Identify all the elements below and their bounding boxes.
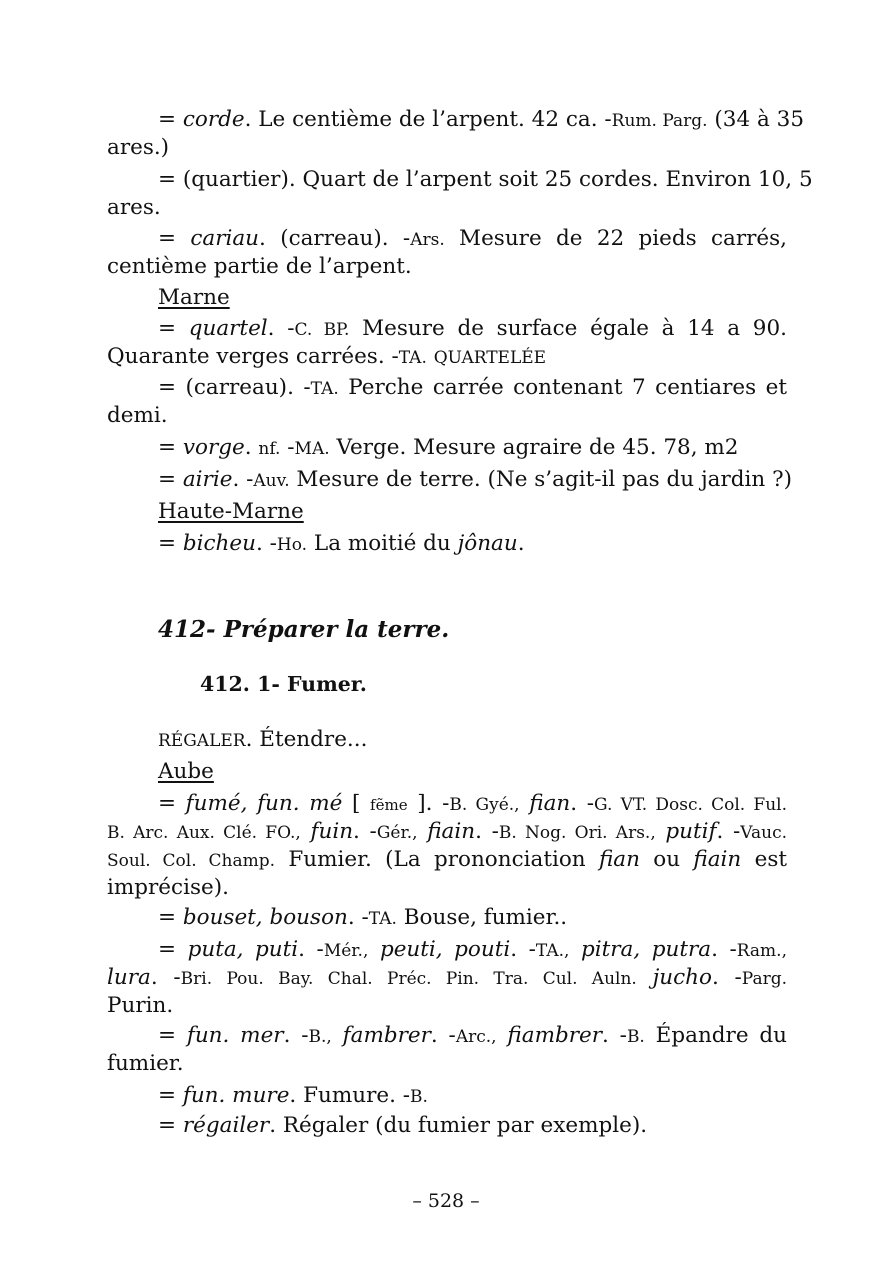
- text-line-bouset: [158, 904, 787, 933]
- text-segment: nf.: [258, 439, 281, 459]
- text-segment: . -: [475, 819, 499, 844]
- text-segment: G. VT. Dosc. Col. Ful.: [594, 795, 788, 815]
- text-segment: . Fumure. -: [289, 1083, 411, 1108]
- text-segment: B.: [626, 1027, 645, 1047]
- text-segment: Bri. Pou. Bay. Chal. Préc. Pin. Tra. Cul. Auln.: [180, 969, 637, 989]
- text-segment: [427, 344, 434, 369]
- text-segment: Mesure de terre. (Ne s’agit-il pas du jardin ?): [289, 467, 792, 492]
- text-segment: Purin.: [107, 993, 174, 1018]
- page-number: – 528 –: [412, 1190, 480, 1212]
- text-segment: Vauc.: [740, 823, 788, 843]
- text-line-quartel-2: [107, 343, 787, 372]
- text-segment: =: [158, 107, 183, 132]
- text-segment: Mesure de 22 pieds carrés,: [444, 226, 787, 251]
- text-segment: fiambrer: [507, 1023, 602, 1048]
- text-segment: Verge. Mesure agraire de 45. 78, m2: [329, 435, 739, 460]
- text-segment: Auv.: [253, 471, 290, 491]
- text-segment: régailer: [182, 1113, 270, 1138]
- text-segment: Rum. Parg.: [611, 111, 708, 131]
- text-segment: . -: [510, 937, 536, 962]
- text-segment: =: [158, 531, 183, 556]
- text-segment: Soul. Col. Champ.: [107, 851, 276, 871]
- text-segment: Mér.,: [323, 941, 369, 961]
- text-segment: =: [158, 316, 189, 341]
- text-segment: =: [158, 435, 183, 460]
- text-line-aube-heading: [158, 758, 787, 786]
- text-segment: demi.: [107, 403, 168, 428]
- text-line-quartel-1: [158, 315, 787, 344]
- text-segment: est: [741, 847, 787, 872]
- text-segment: imprécise).: [107, 875, 229, 900]
- text-segment: fiain: [693, 847, 742, 872]
- text-segment: (34 à 35: [707, 107, 805, 132]
- text-segment: . -: [255, 531, 277, 556]
- text-segment: B.,: [308, 1027, 332, 1047]
- text-segment: . -: [570, 791, 595, 816]
- text-segment: ares.): [107, 135, 170, 160]
- text-line-cariau-1: [158, 225, 787, 254]
- text-segment: .: [517, 531, 525, 556]
- text-segment: . Étendre...: [245, 727, 368, 752]
- region-heading: Haute-Marne: [158, 499, 304, 524]
- text-segment: ]. -: [407, 791, 450, 816]
- text-line-carreau-2: [107, 402, 787, 430]
- text-segment: Parg.: [741, 969, 788, 989]
- text-segment: =: [158, 1023, 187, 1048]
- text-segment: La moitié du: [307, 531, 458, 556]
- text-segment: . -: [267, 316, 295, 341]
- text-segment: . (carreau). -: [259, 226, 411, 251]
- text-segment: [368, 937, 380, 962]
- text-segment: QUARTELÉE: [433, 348, 547, 368]
- text-segment: peuti, pouti: [379, 937, 511, 962]
- text-segment: fun. mer: [186, 1023, 284, 1048]
- text-segment: . -: [353, 819, 377, 844]
- text-segment: Ho.: [276, 535, 308, 555]
- text-segment: fambrer: [342, 1023, 431, 1048]
- text-line-airie: [158, 466, 792, 495]
- subsection-heading: 412. 1- Fumer.: [200, 672, 367, 696]
- text-line-fume-1: [158, 790, 787, 819]
- text-segment: . -: [711, 965, 742, 990]
- text-line-fume-4: [107, 874, 787, 902]
- text-segment: TA.,: [535, 941, 570, 961]
- text-segment: ou: [639, 847, 694, 872]
- text-segment: Épandre du: [644, 1023, 788, 1048]
- text-segment: . -: [283, 1023, 309, 1048]
- text-line-funmure: [158, 1082, 787, 1111]
- text-segment: ares.: [107, 195, 161, 220]
- text-segment: [418, 819, 428, 844]
- text-line-quartier-1: [158, 166, 813, 194]
- text-line-corde-1: [158, 106, 805, 135]
- text-line-regaler-head: [158, 726, 787, 755]
- text-line-fume-2: [107, 818, 787, 847]
- text-segment: cariau: [190, 226, 260, 251]
- text-segment: quartel: [188, 316, 268, 341]
- region-heading: Aube: [158, 759, 214, 784]
- section-heading: 412- Préparer la terre.: [158, 616, 450, 643]
- text-segment: bouset, bouson: [182, 905, 348, 930]
- text-segment: . Régaler (du fumier par exemple).: [269, 1113, 648, 1138]
- text-segment: .: [244, 435, 259, 460]
- text-segment: pitra, putra: [580, 937, 712, 962]
- text-segment: [637, 965, 653, 990]
- text-segment: . -: [430, 1023, 456, 1048]
- text-segment: C. BP.: [294, 320, 350, 340]
- text-segment: -: [280, 435, 295, 460]
- text-segment: fian: [598, 847, 640, 872]
- text-segment: corde: [182, 107, 245, 132]
- text-segment: Ars.: [410, 230, 445, 250]
- text-segment: [332, 1023, 343, 1048]
- text-segment: = (carreau). -: [158, 375, 311, 400]
- text-segment: =: [158, 937, 188, 962]
- text-segment: = (quartier). Quart de l’arpent soit 25 cordes. Environ 10, 5: [158, 167, 813, 192]
- text-line-vorge: [158, 434, 787, 463]
- text-line-corde-2: [107, 134, 787, 162]
- text-line-quartier-2: [107, 194, 787, 222]
- text-segment: [497, 1023, 508, 1048]
- text-segment: fumier.: [107, 1051, 184, 1076]
- text-line-funmer-2: [107, 1050, 787, 1078]
- text-segment: airie: [182, 467, 233, 492]
- text-segment: B. Arc. Aux. Clé. FO.,: [107, 823, 301, 843]
- text-line-marne-heading: [158, 284, 787, 312]
- text-segment: . -: [602, 1023, 627, 1048]
- text-segment: TA.: [310, 379, 339, 399]
- text-segment: fumé, fun. mé: [185, 791, 343, 816]
- text-segment: puta, puti: [187, 937, 299, 962]
- text-segment: fun. mure: [182, 1083, 290, 1108]
- text-segment: [301, 819, 311, 844]
- text-line-puta-2: [107, 964, 787, 993]
- text-segment: Mesure de surface égale à 14 a 90.: [349, 316, 787, 341]
- text-segment: centième partie de l’arpent.: [107, 254, 412, 279]
- text-segment: Fumier. (La prononciation: [275, 847, 599, 872]
- text-segment: =: [158, 1083, 183, 1108]
- text-segment: TA.: [398, 348, 427, 368]
- text-segment: Perche carrée contenant 7 centiares et: [338, 375, 787, 400]
- text-segment: [656, 819, 666, 844]
- text-segment: putif: [665, 819, 717, 844]
- text-line-cariau-2: [107, 253, 787, 281]
- text-segment: Ram.,: [736, 941, 787, 961]
- text-segment: RÉGALER: [158, 731, 246, 751]
- text-segment: [: [342, 791, 371, 816]
- text-segment: vorge: [182, 435, 245, 460]
- text-segment: =: [158, 467, 183, 492]
- text-segment: . -: [716, 819, 741, 844]
- text-line-carreau-1: [158, 374, 787, 403]
- text-line-puta-3: [107, 992, 787, 1020]
- text-segment: Arc.,: [455, 1027, 497, 1047]
- text-segment: Gér.,: [376, 823, 418, 843]
- text-line-puta-1: [158, 936, 787, 965]
- text-segment: bicheu: [182, 531, 256, 556]
- text-segment: fẽme: [370, 796, 408, 814]
- text-segment: B. Gyé.,: [449, 795, 520, 815]
- region-heading: Marne: [158, 285, 230, 310]
- text-line-haute-marne-heading: [158, 498, 787, 526]
- text-line-fume-3: [107, 846, 787, 875]
- text-segment: jucho: [652, 965, 712, 990]
- text-segment: lura: [107, 965, 151, 990]
- text-segment: . -: [711, 937, 737, 962]
- text-segment: B.: [410, 1087, 428, 1107]
- text-segment: Bouse, fumier..: [396, 905, 568, 930]
- text-segment: . -: [347, 905, 369, 930]
- text-segment: . -: [150, 965, 181, 990]
- text-line-funmer-1: [158, 1022, 787, 1051]
- text-segment: [569, 937, 581, 962]
- text-segment: Quarante verges carrées. -: [107, 344, 399, 369]
- text-segment: =: [158, 1113, 183, 1138]
- text-segment: =: [158, 905, 183, 930]
- text-segment: fuin: [310, 819, 354, 844]
- text-segment: fiain: [427, 819, 476, 844]
- text-segment: =: [158, 226, 191, 251]
- text-segment: fian: [529, 791, 571, 816]
- text-line-regailer: [158, 1112, 787, 1140]
- text-segment: B. Nog. Ori. Ars.,: [498, 823, 656, 843]
- text-segment: . Le centième de l’arpent. 42 ca. -: [244, 107, 612, 132]
- text-segment: MA.: [294, 439, 330, 459]
- text-segment: . -: [232, 467, 254, 492]
- text-segment: . -: [298, 937, 324, 962]
- text-segment: TA.: [368, 909, 397, 929]
- text-segment: [520, 791, 530, 816]
- text-line-bicheu: [158, 530, 787, 559]
- text-segment: jônau: [457, 531, 518, 556]
- text-segment: =: [158, 791, 186, 816]
